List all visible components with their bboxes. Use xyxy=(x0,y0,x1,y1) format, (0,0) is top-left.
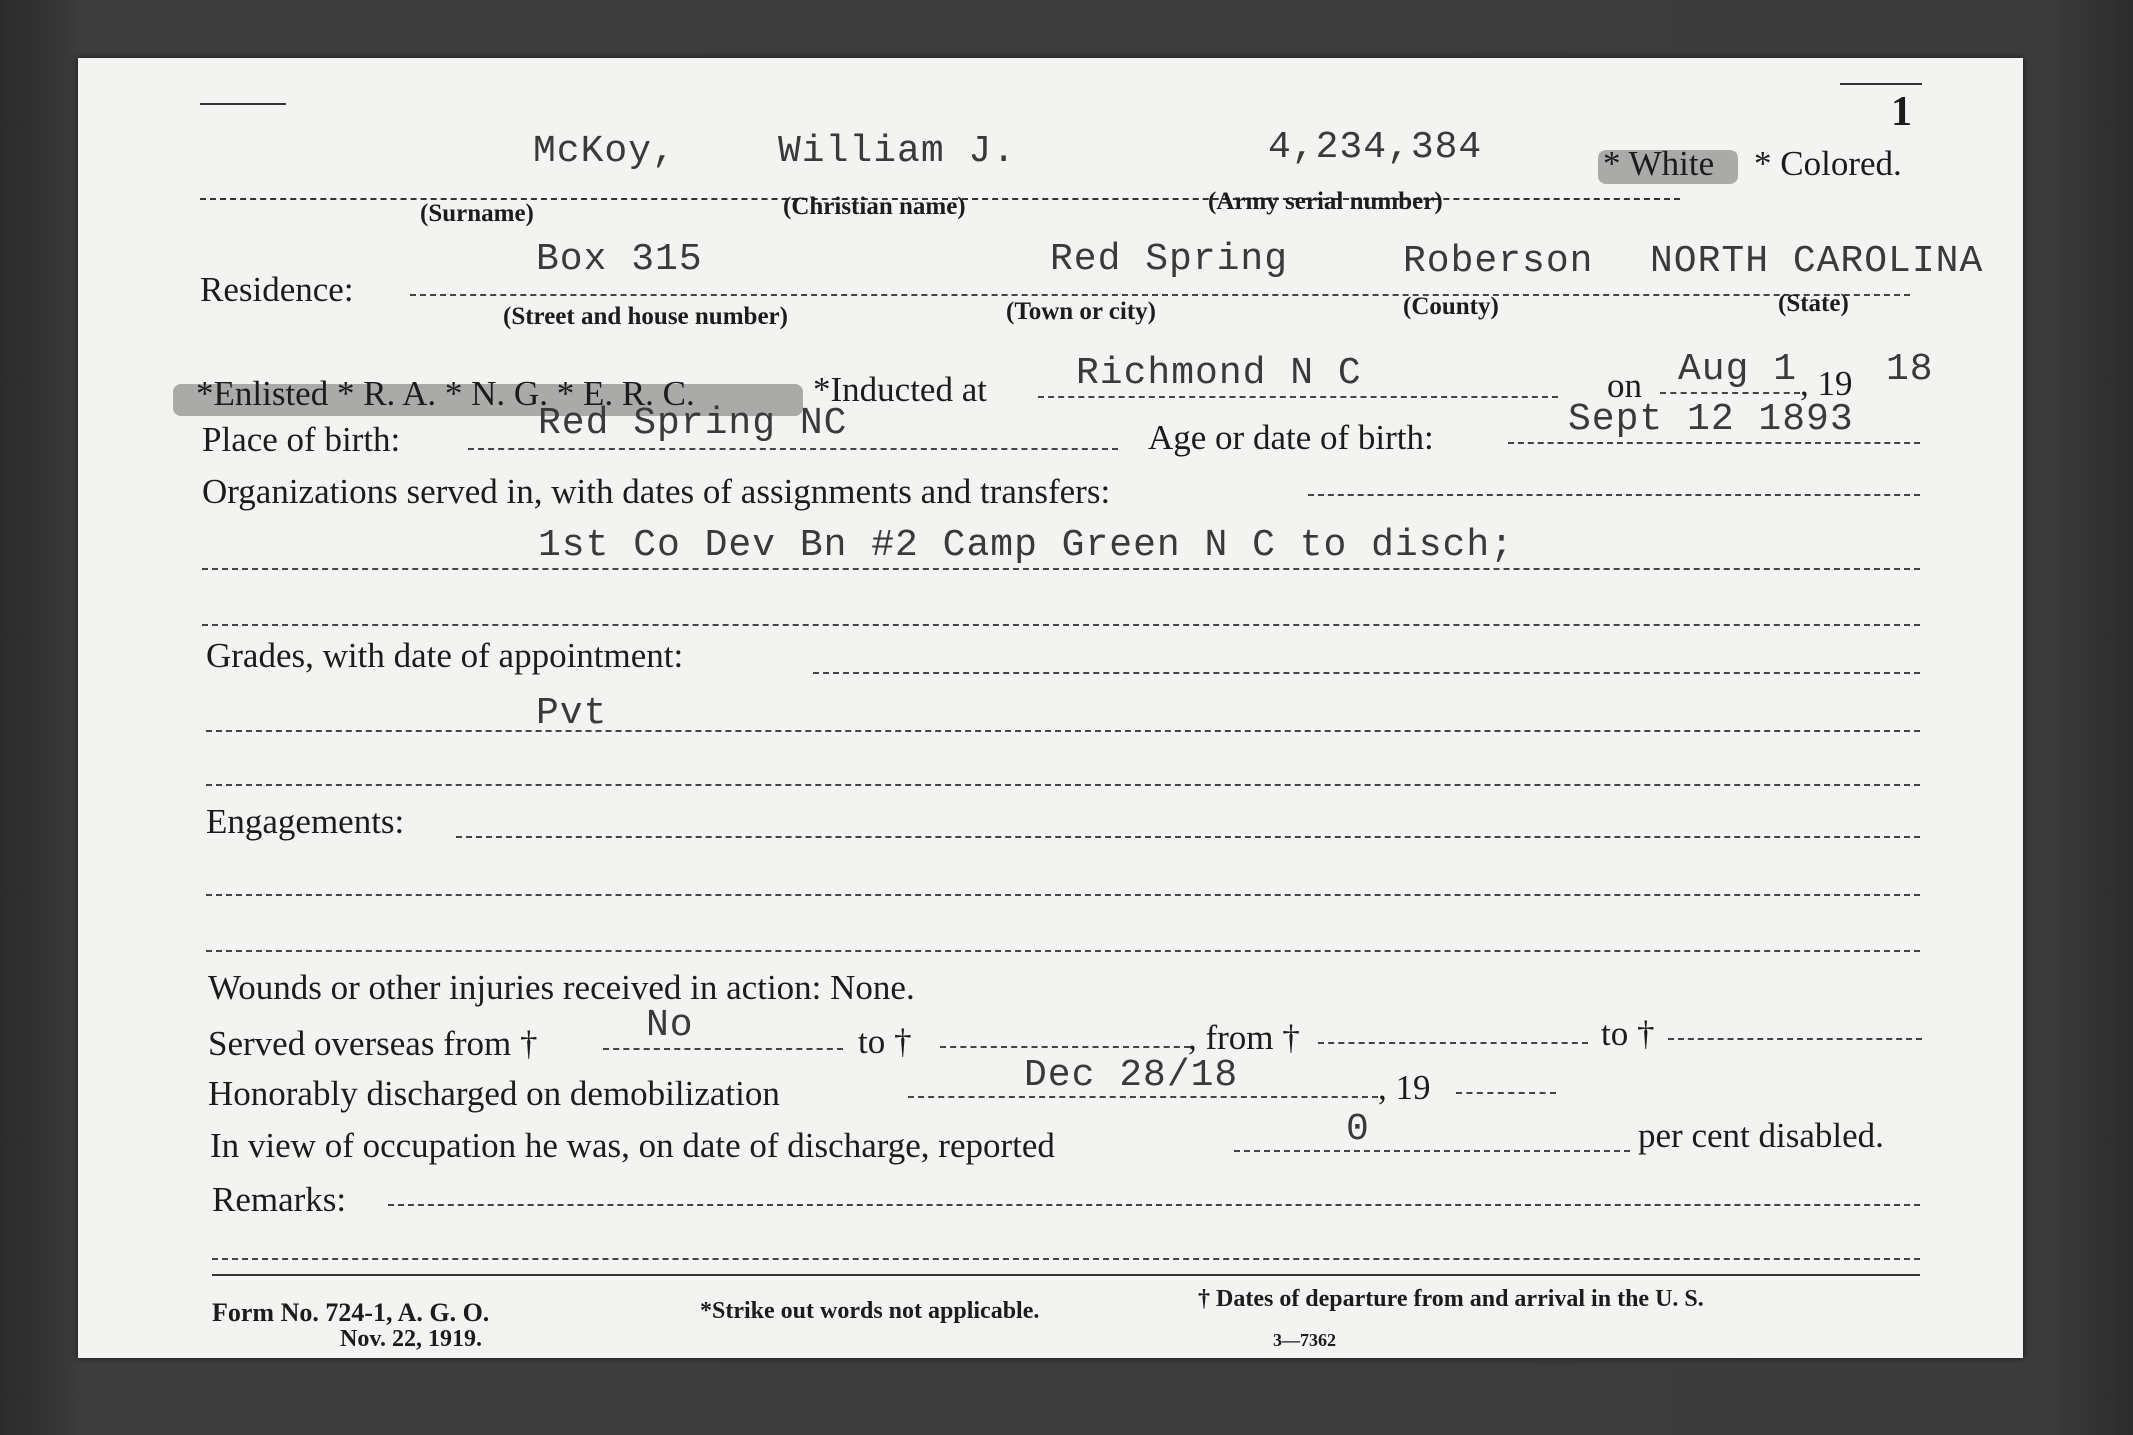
grades-value: Pvt xyxy=(536,692,608,735)
christian-name-caption: (Christian name) xyxy=(783,193,966,220)
disability-label: In view of occupation he was, on date of discharge, reported xyxy=(210,1126,1055,1165)
organizations-value: 1st Co Dev Bn #2 Camp Green N C to disch; xyxy=(538,524,1514,567)
top-right-mark xyxy=(1840,83,1922,85)
print-code: 3—7362 xyxy=(1273,1330,1336,1350)
residence-line xyxy=(410,294,1910,296)
race-colored-label: * Colored. xyxy=(1754,144,1902,183)
card-number: 1 xyxy=(1891,89,1912,135)
overseas-to-label: to † xyxy=(858,1022,912,1061)
form-date: Nov. 22, 1919. xyxy=(340,1326,483,1352)
grades-line-2 xyxy=(206,784,1920,786)
top-left-mark xyxy=(200,103,286,105)
place-of-birth-value: Red Spring NC xyxy=(538,402,848,445)
discharge-year-label: , 19 xyxy=(1378,1068,1431,1107)
surname-caption: (Surname) xyxy=(420,200,534,227)
serial-number-caption: (Army serial number) xyxy=(1208,188,1443,215)
residence-town-value: Red Spring xyxy=(1050,238,1289,281)
organizations-line-2 xyxy=(202,624,1920,626)
discharge-date-value: Dec 28/18 xyxy=(1024,1054,1239,1097)
grades-line-1 xyxy=(206,730,1920,732)
disability-suffix: per cent disabled. xyxy=(1638,1116,1884,1155)
disability-line xyxy=(1234,1150,1630,1152)
inducted-year-value: 18 xyxy=(1886,348,1934,391)
inducted-place-value: Richmond N C xyxy=(1076,352,1362,395)
grades-label: Grades, with date of appointment: xyxy=(206,636,684,675)
place-of-birth-label: Place of birth: xyxy=(202,420,401,459)
discharge-line xyxy=(908,1096,1378,1098)
dates-note: † Dates of departure from and arrival in the U. S. xyxy=(1198,1286,1704,1312)
residence-county-value: Roberson xyxy=(1403,240,1594,283)
form-number: Form No. 724-1, A. G. O. xyxy=(212,1298,490,1327)
race-white-label: * White xyxy=(1603,144,1715,183)
disability-percent-value: 0 xyxy=(1346,1108,1370,1151)
strike-note: *Strike out words not applicable. xyxy=(700,1298,1040,1324)
engagements-line-2 xyxy=(206,950,1920,952)
date-of-birth-line xyxy=(1508,442,1920,444)
on-label: on xyxy=(1607,366,1642,405)
overseas-to-line xyxy=(940,1046,1190,1048)
wounds-label: Wounds or other injuries received in action: None. xyxy=(208,968,915,1007)
inducted-line xyxy=(1038,396,1558,398)
overseas-from-line xyxy=(603,1048,843,1050)
residence-state-value: NORTH CAROLINA xyxy=(1650,240,1984,283)
residence-street-value: Box 315 xyxy=(536,238,703,281)
date-of-birth-value: Sept 12 1893 xyxy=(1568,398,1854,441)
inducted-date-value: Aug 1 xyxy=(1678,348,1798,391)
street-caption: (Street and house number) xyxy=(503,303,788,330)
overseas-to2-line xyxy=(1668,1038,1922,1040)
organizations-label: Organizations served in, with dates of assignments and transfers: xyxy=(202,472,1111,511)
inducted-label: *Inducted at xyxy=(813,370,987,409)
overseas-from2-label: , from † xyxy=(1188,1018,1300,1057)
county-caption: (County) xyxy=(1403,293,1499,320)
inducted-date-line xyxy=(1660,392,1800,394)
service-record-card xyxy=(78,58,2023,1358)
engagements-line-0 xyxy=(456,836,1920,838)
discharge-year-line xyxy=(1456,1092,1556,1094)
remarks-label: Remarks: xyxy=(212,1180,347,1219)
grades-line-0 xyxy=(813,672,1920,674)
engagements-line-1 xyxy=(206,894,1920,896)
organizations-line-0 xyxy=(1308,494,1920,496)
remarks-line-1 xyxy=(212,1258,1920,1260)
discharge-label: Honorably discharged on demobilization xyxy=(208,1074,780,1113)
overseas-to2-label: to † xyxy=(1601,1014,1655,1053)
enlistment-options: *Enlisted * R. A. * N. G. * E. R. C. xyxy=(196,374,695,413)
year-prefix: , 19 xyxy=(1800,364,1853,403)
engagements-label: Engagements: xyxy=(206,802,405,841)
residence-label: Residence: xyxy=(200,270,354,309)
state-caption: (State) xyxy=(1778,290,1849,317)
overseas-from-label: Served overseas from † xyxy=(208,1024,538,1063)
town-caption: (Town or city) xyxy=(1006,298,1156,325)
remarks-line-0 xyxy=(388,1204,1920,1206)
overseas-from2-line xyxy=(1318,1042,1588,1044)
serial-number-value: 4,234,384 xyxy=(1268,126,1483,169)
surname-value: McKoy, xyxy=(533,130,676,173)
place-of-birth-line xyxy=(468,448,1118,450)
age-label: Age or date of birth: xyxy=(1148,418,1434,457)
footer-rule xyxy=(212,1274,1920,1276)
christian-name-value: William J. xyxy=(778,130,1017,173)
organizations-line-1 xyxy=(202,568,1920,570)
overseas-from-value: No xyxy=(646,1004,694,1047)
